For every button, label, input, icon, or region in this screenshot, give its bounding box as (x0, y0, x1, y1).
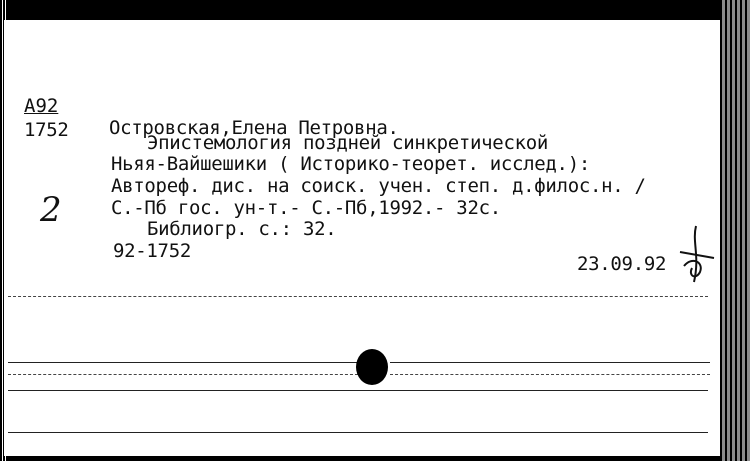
card-date: 23.09.92 (577, 253, 667, 275)
rule-left-2 (8, 374, 358, 376)
handwritten-mark: 2 (40, 190, 62, 230)
description-line-2: С.-Пб гос. ун-т.- С.-Пб,1992.- 32с. (111, 197, 501, 219)
title-line-1: Эпистемология поздней синкретической (147, 132, 549, 154)
signature-mark (674, 222, 720, 288)
rule-bottom-2 (8, 432, 708, 433)
shelfmark-code: A92 (24, 95, 59, 117)
shelfmark-number: 1752 (24, 119, 69, 141)
card-punch-hole (356, 349, 388, 385)
rule-right-2 (390, 374, 710, 376)
title-line-2: Ньяя-Вайшешики ( Историко-теорет. исслед.): (111, 153, 590, 175)
author-line: Островская,Елена Петровна. (109, 117, 399, 139)
scan-edge-right (720, 0, 750, 461)
bibliography-line: Библиогр. с.: 32. (147, 218, 337, 240)
rule-bottom-1 (8, 390, 708, 391)
rule-right-1 (390, 362, 710, 363)
accession-number: 92-1752 (113, 240, 191, 262)
fold-line-top (8, 296, 708, 298)
rule-left-1 (8, 362, 358, 363)
description-line-1: Автореф. дис. на соиск. учен. степ. д.филос.н. / (111, 175, 646, 197)
